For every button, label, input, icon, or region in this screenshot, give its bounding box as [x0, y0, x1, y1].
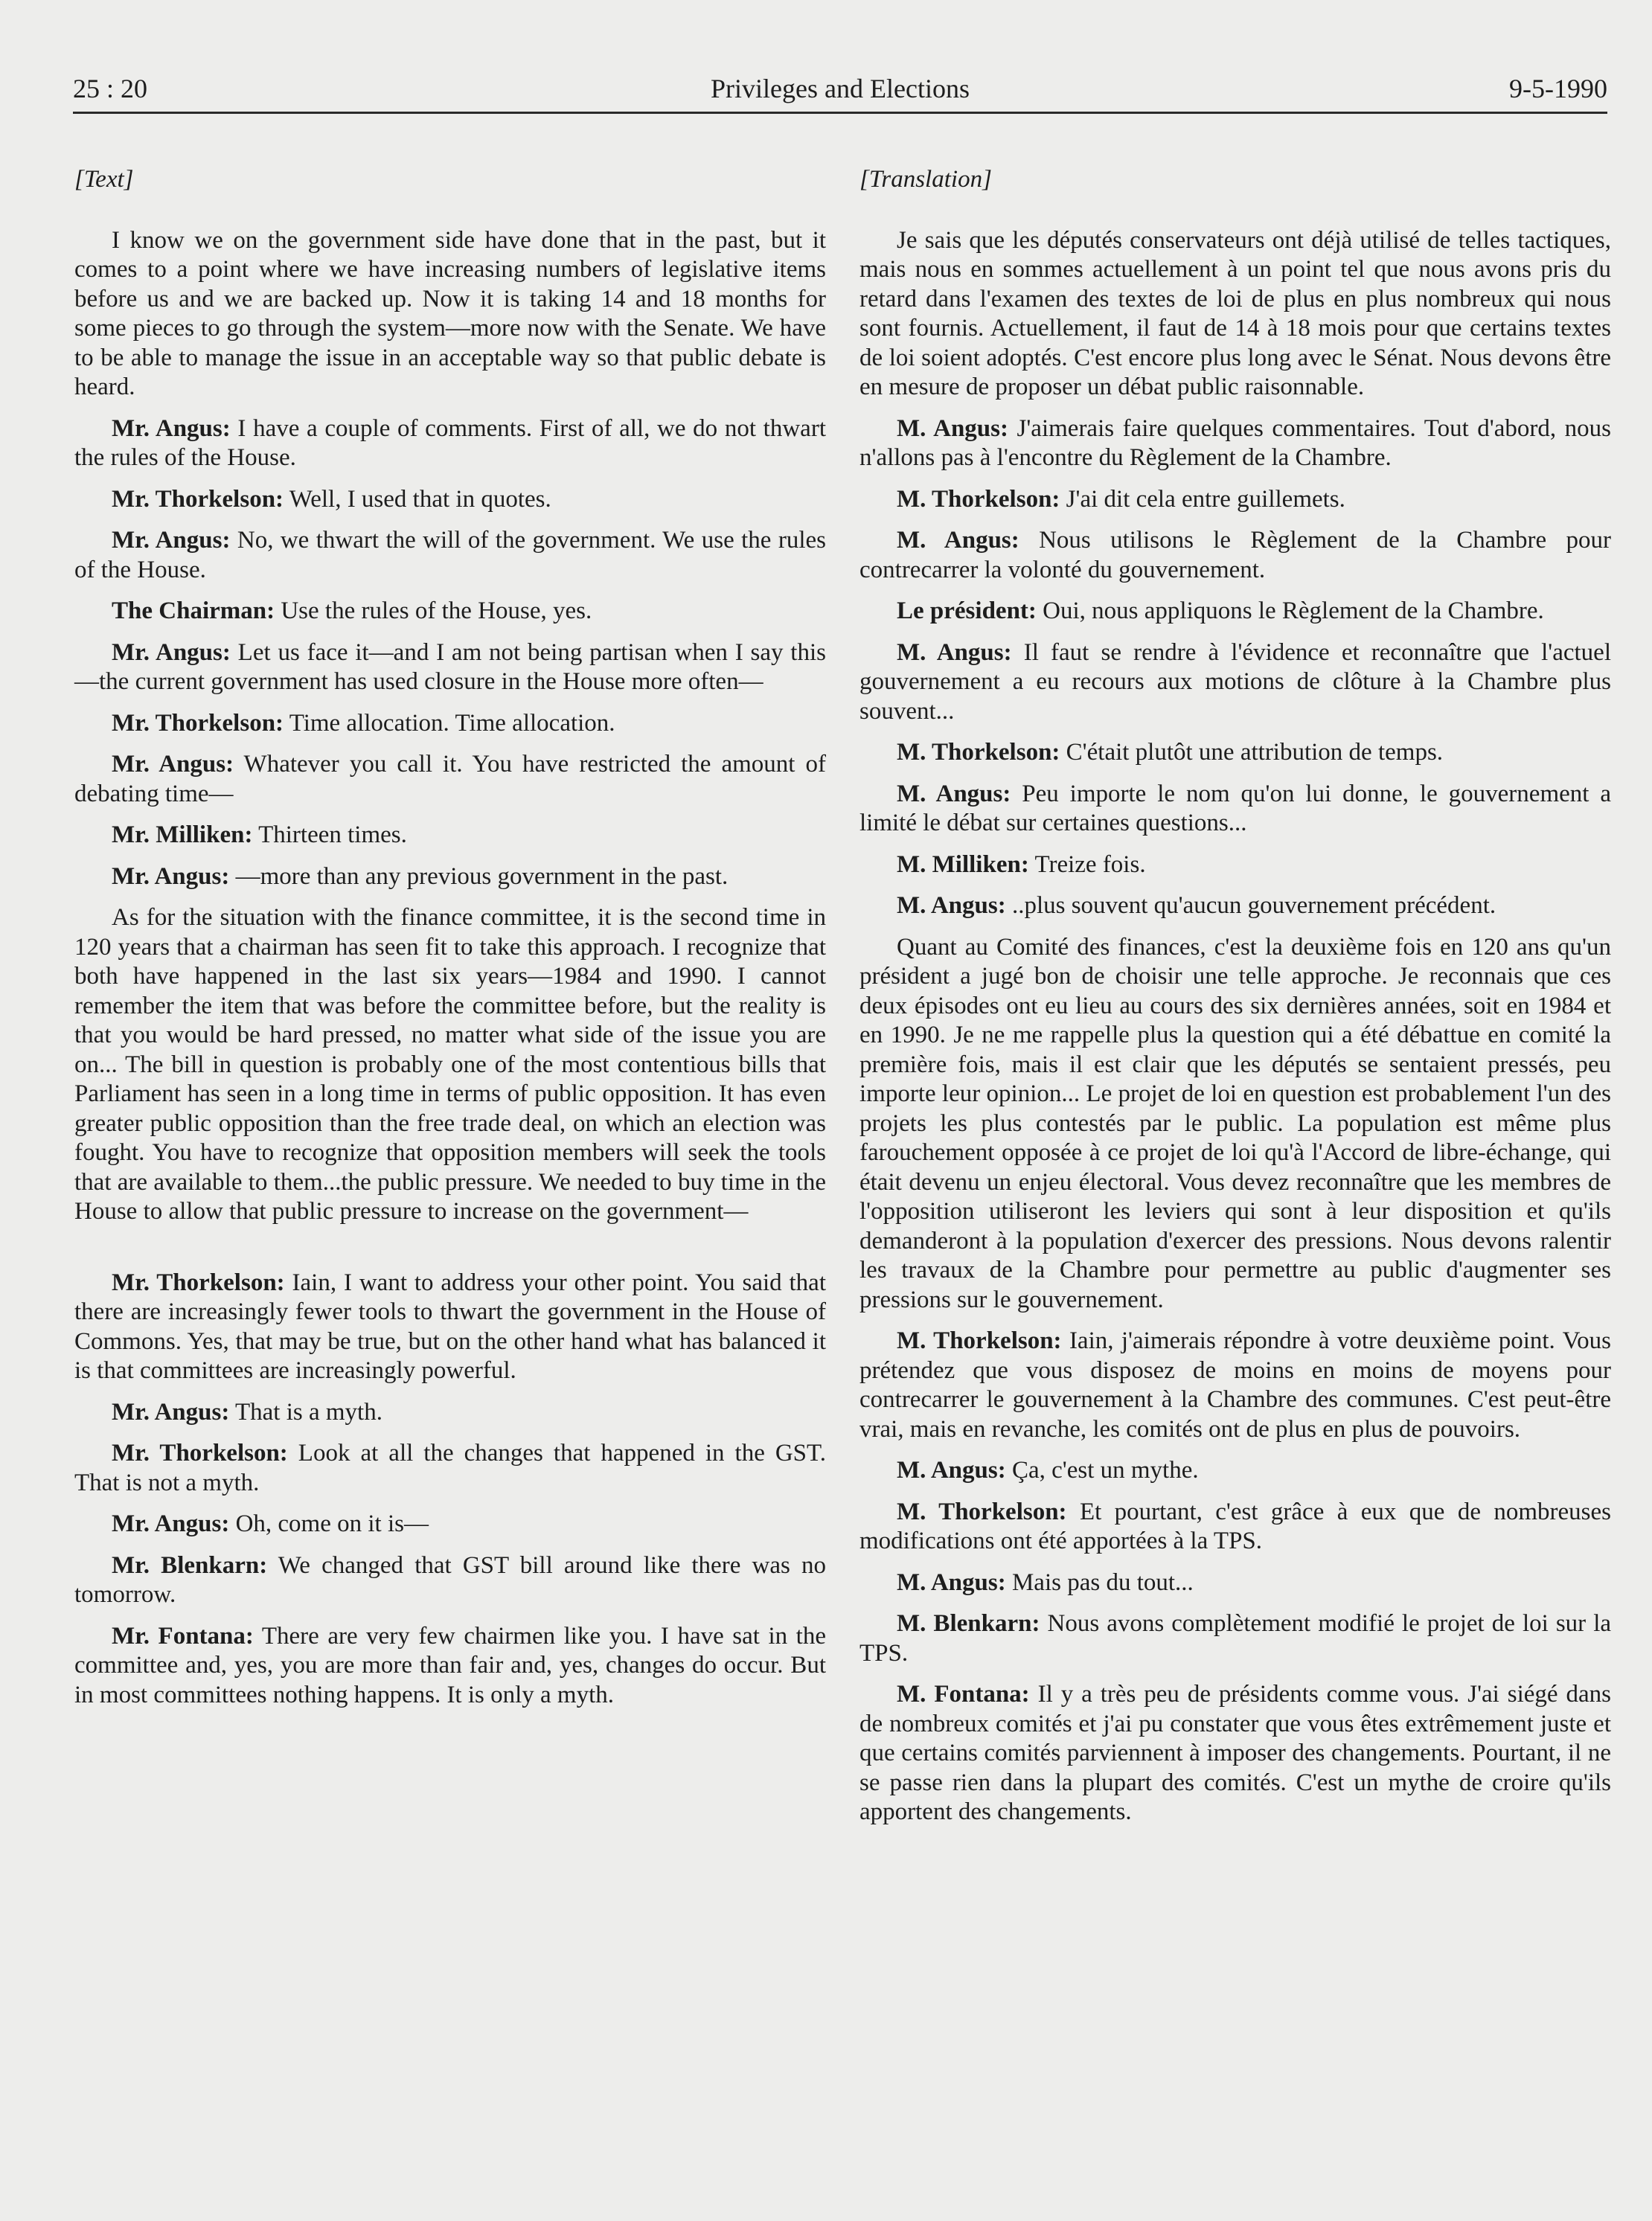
paragraph [74, 1398, 826, 1428]
speech-text: Il faut se rendre à l'évidence et reconnaître que l'actuel gouvernement a eu recours aux motions de clôture à la Chambre plus souvent... [859, 638, 1611, 725]
header-date: 9-5-1990 [1509, 74, 1607, 103]
running-header [73, 73, 1607, 118]
speech-text: Thirteen times. [252, 821, 407, 848]
paragraph [74, 1439, 826, 1498]
speaker-name: M. Angus: [897, 892, 1006, 919]
speech-text: —more than any previous government in the past. [229, 862, 729, 890]
header-title: Privileges and Elections [711, 74, 970, 103]
paragraph [74, 903, 826, 1227]
french-column [859, 165, 1611, 1839]
speaker-name: Mr. Angus: [112, 414, 231, 442]
speaker-name: Mr. Blenkarn: [112, 1551, 268, 1579]
paragraph [74, 1269, 826, 1386]
paragraph [859, 485, 1611, 515]
speech-text: Oui, nous appliquons le Règlement de la Chambre. [1036, 597, 1544, 624]
speaker-name: Mr. Angus: [112, 862, 230, 890]
paragraph [74, 414, 826, 473]
paragraph [859, 891, 1611, 921]
speech-text: Mais pas du tout... [1005, 1568, 1194, 1596]
speech-text: We changed that GST bill around like there was no tomorrow. [74, 1551, 826, 1608]
speech-text: Ça, c'est un mythe. [1005, 1457, 1199, 1484]
speaker-name: The Chairman: [112, 597, 275, 624]
page-number: 25 : 20 [73, 74, 148, 103]
speech-text: Look at all the changes that happened in the GST. That is not a myth. [74, 1440, 826, 1496]
speaker-name: M. Thorkelson: [897, 739, 1060, 766]
french-paragraphs [859, 226, 1611, 1827]
paragraph [859, 738, 1611, 768]
speech-text: Nous avons complètement modifié le projet de loi sur la TPS. [859, 1610, 1612, 1667]
speech-text: Use the rules of the House, yes. [275, 597, 592, 624]
speech-text: J'ai dit cela entre guillemets. [1060, 485, 1345, 513]
speech-text: Peu importe le nom qu'on lui donne, le gouvernement a limité le débat sur certaines questions... [859, 780, 1611, 836]
paragraph [74, 526, 826, 585]
speaker-name: M. Thorkelson: [897, 1327, 1062, 1354]
speech-text: I have a couple of comments. First of all, we do not thwart the rules of the House. [74, 414, 826, 471]
paragraph [859, 1609, 1611, 1668]
paragraph [859, 780, 1611, 839]
paragraph [859, 414, 1611, 473]
speaker-name: Mr. Fontana: [112, 1622, 254, 1650]
speech-text: Let us face it—and I am not being partisan when I say this—the current government has used closure in the House more often— [74, 638, 826, 695]
speaker-name: M. Milliken: [897, 850, 1029, 878]
speech-text: No, we thwart the will of the government. We use the rules of the House. [74, 527, 826, 583]
paragraph [859, 638, 1611, 727]
speech-text: Il y a très peu de présidents comme vous. J'ai siégé dans de nombreux comités et j'ai pu constater que vous êtes extrêmement juste et que certains comités parviennent à imposer des changements. Pourtant, il ne se passe rien dans la plupart des comités. C'est un mythe de croire qu'ils apportent des changements. [859, 1681, 1611, 1825]
speaker-name: Le président: [897, 597, 1037, 624]
speech-text: Quant au Comité des finances, c'est la deuxième fois en 120 ans qu'un président a jugé bon de choisir une telle approche. Je reconnais que ces deux épisodes ont eu lieu au cours des six dernières années, soit en 1984 et en 1990. Je ne me rappelle plus la question qui a été débattue en comité la première fois, mais il est clair que les députés se sentaient pressés, peu importe leur opinion... Le projet de loi en question est probablement l'un des projets les plus contestés par le public. La population est même plus farouchement opposée à ce projet de loi qu'à l'Accord de libre-échange, qui était devenu un enjeu électoral. Vous devez reconnaître que les membres de l'opposition utiliseront les leviers qui sont à leur disposition et qu'ils demanderont à la population d'exercer des pressions. Nous devons ralentir les travaux de la Chambre pour permettre au public d'augmenter ses pressions sur le gouvernement. [859, 933, 1611, 1313]
speaker-name: Mr. Thorkelson: [112, 485, 284, 513]
paragraph [859, 1456, 1611, 1486]
speaker-name: M. Angus: [897, 780, 1011, 807]
speech-text: Well, I used that in quotes. [284, 485, 551, 513]
paragraph [859, 226, 1611, 403]
speaker-name: Mr. Angus: [112, 751, 234, 778]
speaker-name: Mr. Thorkelson: [112, 709, 284, 737]
speaker-name: Mr. Angus: [112, 1398, 230, 1426]
paragraph [74, 821, 826, 850]
english-column [74, 165, 826, 1722]
speech-text: Iain, I want to address your other point. You said that there are increasingly fewer tools to thwart the government in the House of Commons. Yes, that may be true, but on the other hand what has balanced it is that committees are increasingly powerful. [74, 1269, 826, 1384]
paragraph [859, 1327, 1611, 1444]
paragraph [74, 485, 826, 515]
speech-text: Treize fois. [1028, 850, 1146, 878]
section-tag: [Text] [74, 166, 134, 193]
speaker-name: Mr. Thorkelson: [112, 1269, 285, 1296]
paragraph [859, 526, 1611, 585]
speech-text: J'aimerais faire quelques commentaires. Tout d'abord, nous n'allons pas à l'encontre du Règlement de la Chambre. [859, 414, 1611, 471]
speaker-name: M. Angus: [897, 1457, 1006, 1484]
speaker-name: Mr. Angus: [112, 527, 231, 554]
speaker-name: M. Angus: [897, 1568, 1006, 1596]
speech-text: Whatever you call it. You have restricted the amount of debating time— [74, 751, 826, 807]
speech-text: There are very few chairmen like you. I have sat in the committee and, yes, you are more than fair and, yes, changes do occur. But in most committees nothing happens. It is only a myth. [74, 1622, 826, 1708]
paragraph [74, 1622, 826, 1711]
speech-text: ..plus souvent qu'aucun gouvernement précédent. [1005, 892, 1496, 919]
paragraph [859, 1680, 1611, 1827]
speech-text: Nous utilisons le Règlement de la Chambre pour contrecarrer la volonté du gouvernement. [859, 527, 1611, 583]
section-tag: [Translation] [859, 166, 992, 193]
paragraph [74, 1510, 826, 1539]
speech-text: Oh, come on it is— [229, 1510, 429, 1537]
speaker-name: M. Fontana: [897, 1681, 1030, 1708]
paragraph [74, 709, 826, 739]
speaker-name: M. Thorkelson: [897, 1498, 1067, 1525]
speech-text: C'était plutôt une attribution de temps. [1060, 739, 1444, 766]
paragraph [859, 1568, 1611, 1598]
speaker-name: M. Angus: [897, 414, 1008, 442]
header-rule [73, 112, 1607, 114]
paragraph [74, 638, 826, 697]
paragraph [859, 933, 1611, 1315]
speech-text: Time allocation. Time allocation. [284, 709, 615, 737]
speech-text: Je sais que les députés conservateurs ont déjà utilisé de telles tactiques, mais nous en sommes actuellement à un point tel que nous avons pris du retard dans l'examen des textes de loi de plus en plus nombreux qui nous sont fournis. Actuellement, il faut de 14 à 18 mois pour que certains textes de loi soient adoptés. C'est encore plus long avec le Sénat. Nous devons être en mesure de proposer un débat public raisonnable. [859, 226, 1611, 400]
paragraph [859, 850, 1611, 880]
speaker-name: M. Blenkarn: [897, 1610, 1040, 1637]
paragraph [859, 597, 1611, 626]
paragraph [859, 1498, 1611, 1557]
speaker-name: Mr. Milliken: [112, 821, 253, 848]
speech-text: Et pourtant, c'est grâce à eux que de nombreuses modifications ont été apportées à la TPS. [859, 1498, 1611, 1554]
speaker-name: M. Thorkelson: [897, 485, 1060, 513]
speaker-name: Mr. Thorkelson: [112, 1440, 288, 1467]
speech-text: Iain, j'aimerais répondre à votre deuxième point. Vous prétendez que vous disposez de moins en moins de moyens pour contrecarrer le gouvernement à la Chambre des communes. C'est peut-être vrai, mais en revanche, les comités ont de plus en plus de pouvoirs. [859, 1327, 1612, 1443]
speaker-name: Mr. Angus: [112, 638, 231, 666]
paragraph [74, 1551, 826, 1610]
english-paragraphs [74, 226, 826, 1711]
speech-text: As for the situation with the finance committee, it is the second time in 120 years that a chairman has seen fit to take this approach. I recognize that both have happened in the last six years—1984 and 1990. I cannot remember the item that was before the committee before, but the reality is that you would be hard pressed, no matter what side of the issue you are on... The bill in question is probably one of the most contentious bills that Parliament has seen in a long time in terms of public opposition. It has even greater public opposition than the free trade deal, on which an election was fought. You have to recognize that opposition members will seek the tools that are available to them...the public pressure. We needed to buy time in the House to allow that public pressure to increase on the government— [74, 904, 826, 1225]
speaker-name: M. Angus: [897, 527, 1019, 554]
speech-text: I know we on the government side have done that in the past, but it comes to a point where we have increasing numbers of legislative items before us and we are backed up. Now it is taking 14 and 18 months for some pieces to go through the system—more now with the Senate. We have to be able to manage the issue in an acceptable way so that public debate is heard. [74, 226, 826, 400]
speaker-name: M. Angus: [897, 638, 1012, 666]
paragraph [74, 597, 826, 626]
paragraph [74, 226, 826, 403]
speaker-name: Mr. Angus: [112, 1510, 230, 1537]
paragraph [74, 750, 826, 809]
paragraph [74, 862, 826, 892]
speech-text: That is a myth. [229, 1398, 382, 1426]
